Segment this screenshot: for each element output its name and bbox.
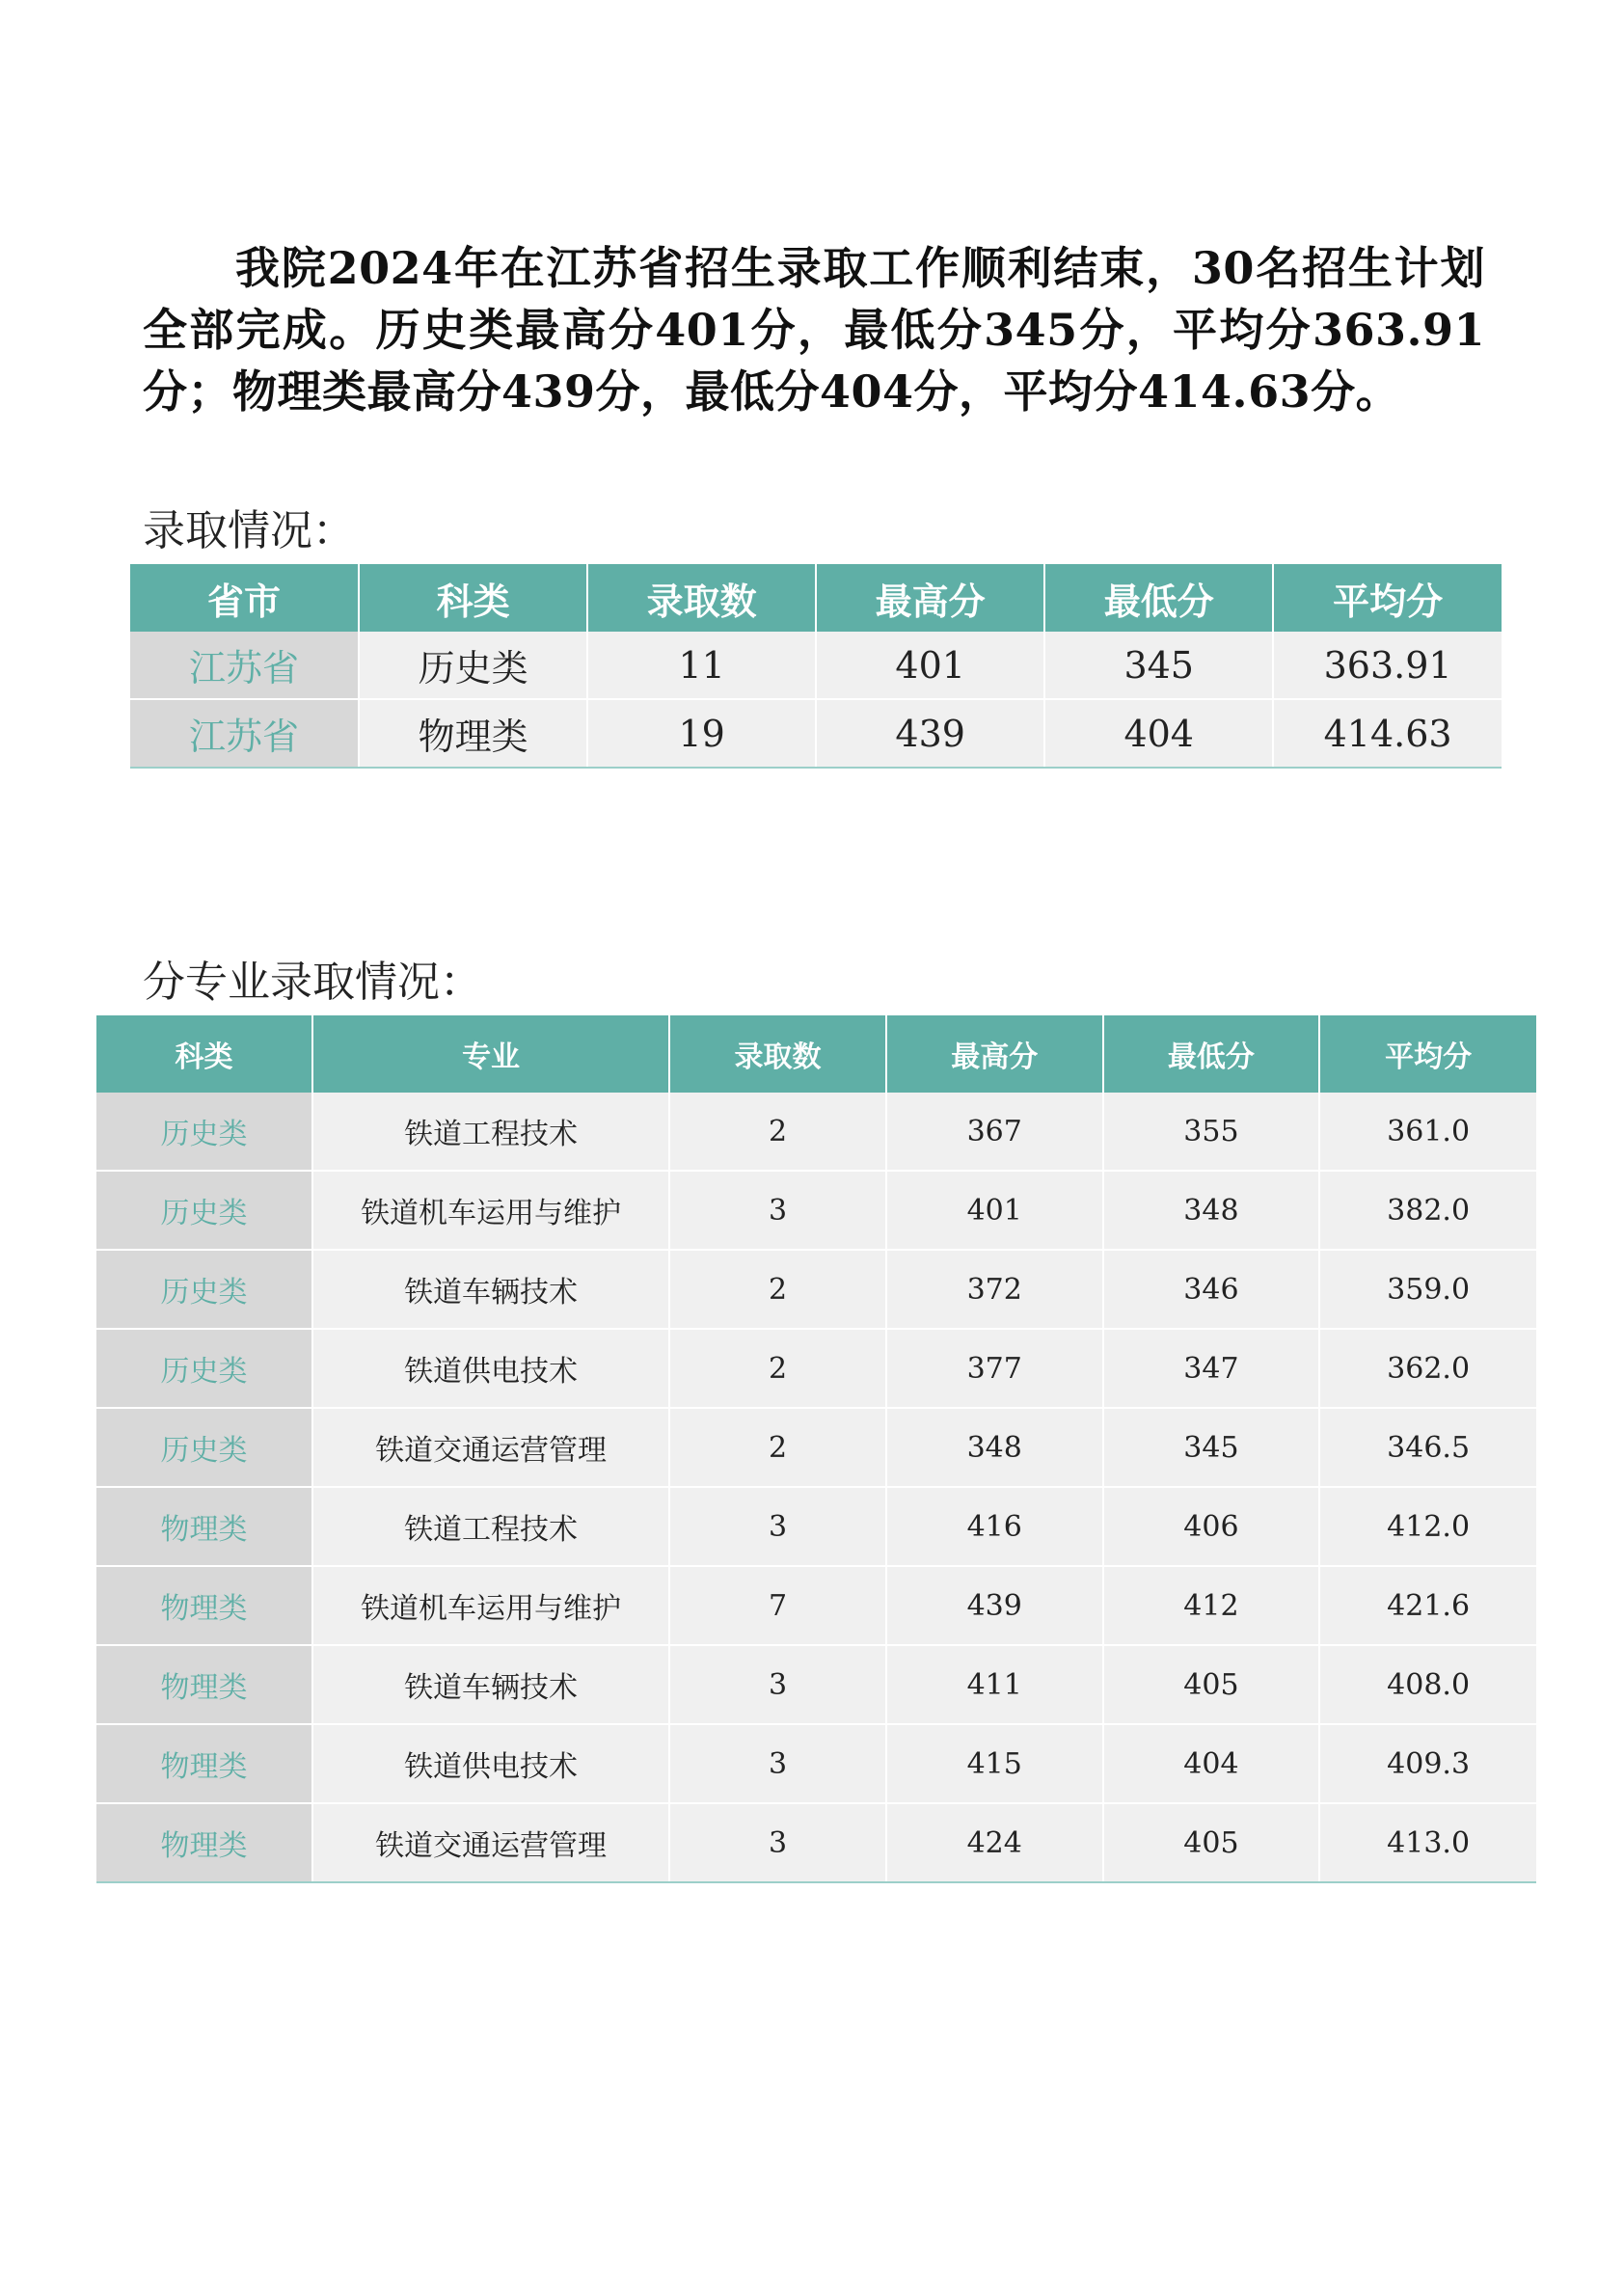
cell-min-score: 347 (1103, 1329, 1320, 1408)
cell-major: 铁道交通运营管理 (312, 1408, 669, 1487)
cell-max-score: 415 (886, 1724, 1103, 1803)
cell-admitted: 3 (669, 1487, 886, 1566)
cell-category: 历史类 (96, 1250, 312, 1329)
cell-min-score: 405 (1103, 1645, 1320, 1724)
cell-category: 物理类 (359, 699, 587, 768)
header-admitted: 录取数 (669, 1015, 886, 1093)
cell-avg-score: 409.3 (1319, 1724, 1536, 1803)
intro-paragraph: 我院2024年在江苏省招生录取工作顺利结束，30名招生计划全部完成。历史类最高分401分，最低分345分，平均分363.91分；物理类最高分439分，最低分404分，平均分414.63分。 (143, 242, 1485, 418)
header-max-score: 最高分 (886, 1015, 1103, 1093)
cell-category: 物理类 (96, 1487, 312, 1566)
cell-admitted: 7 (669, 1566, 886, 1645)
cell-min-score: 348 (1103, 1171, 1320, 1250)
cell-admitted: 3 (669, 1171, 886, 1250)
cell-category: 历史类 (96, 1093, 312, 1171)
cell-avg-score: 412.0 (1319, 1487, 1536, 1566)
table-row (130, 699, 1502, 768)
cell-max-score: 411 (886, 1645, 1103, 1724)
cell-avg-score: 363.91 (1273, 632, 1502, 699)
cell-avg-score: 361.0 (1319, 1093, 1536, 1171)
header-avg-score: 平均分 (1319, 1015, 1536, 1093)
major-admission-table (96, 1015, 1536, 1883)
cell-admitted: 2 (669, 1408, 886, 1487)
cell-max-score: 424 (886, 1803, 1103, 1882)
table-row (96, 1803, 1536, 1882)
major-admission-title: 分专业录取情况： (143, 958, 482, 1007)
table-row (96, 1329, 1536, 1408)
cell-avg-score: 382.0 (1319, 1171, 1536, 1250)
cell-major: 铁道机车运用与维护 (312, 1566, 669, 1645)
cell-province: 江苏省 (130, 699, 359, 768)
cell-min-score: 355 (1103, 1093, 1320, 1171)
admission-summary-title: 录取情况： (143, 506, 355, 555)
cell-max-score: 367 (886, 1093, 1103, 1171)
cell-category: 物理类 (96, 1645, 312, 1724)
cell-avg-score: 408.0 (1319, 1645, 1536, 1724)
cell-major: 铁道交通运营管理 (312, 1803, 669, 1882)
cell-avg-score: 414.63 (1273, 699, 1502, 768)
cell-admitted: 11 (587, 632, 816, 699)
header-min-score: 最低分 (1103, 1015, 1320, 1093)
cell-max-score: 377 (886, 1329, 1103, 1408)
cell-category: 物理类 (96, 1803, 312, 1882)
header-avg-score: 平均分 (1273, 564, 1502, 632)
cell-major: 铁道机车运用与维护 (312, 1171, 669, 1250)
cell-admitted: 2 (669, 1329, 886, 1408)
cell-major: 铁道车辆技术 (312, 1645, 669, 1724)
cell-major: 铁道供电技术 (312, 1329, 669, 1408)
cell-min-score: 346 (1103, 1250, 1320, 1329)
cell-category: 物理类 (96, 1566, 312, 1645)
table-row (96, 1724, 1536, 1803)
header-major: 专业 (312, 1015, 669, 1093)
header-category: 科类 (359, 564, 587, 632)
table-row (96, 1093, 1536, 1171)
cell-max-score: 401 (816, 632, 1044, 699)
table-row (96, 1250, 1536, 1329)
cell-avg-score: 421.6 (1319, 1566, 1536, 1645)
table-row (130, 632, 1502, 699)
table-row (96, 1566, 1536, 1645)
cell-avg-score: 346.5 (1319, 1408, 1536, 1487)
cell-max-score: 401 (886, 1171, 1103, 1250)
table-row (96, 1408, 1536, 1487)
cell-min-score: 404 (1044, 699, 1273, 768)
cell-category: 历史类 (359, 632, 587, 699)
table-row (96, 1645, 1536, 1724)
cell-admitted: 2 (669, 1250, 886, 1329)
table-header-row (130, 564, 1502, 632)
cell-admitted: 3 (669, 1645, 886, 1724)
cell-major: 铁道工程技术 (312, 1093, 669, 1171)
cell-major: 铁道供电技术 (312, 1724, 669, 1803)
table-header-row (96, 1015, 1536, 1093)
cell-avg-score: 413.0 (1319, 1803, 1536, 1882)
cell-major: 铁道工程技术 (312, 1487, 669, 1566)
cell-admitted: 3 (669, 1724, 886, 1803)
cell-admitted: 19 (587, 699, 816, 768)
cell-min-score: 406 (1103, 1487, 1320, 1566)
cell-province: 江苏省 (130, 632, 359, 699)
table-row (96, 1171, 1536, 1250)
header-admitted: 录取数 (587, 564, 816, 632)
cell-min-score: 405 (1103, 1803, 1320, 1882)
cell-max-score: 439 (816, 699, 1044, 768)
cell-min-score: 345 (1103, 1408, 1320, 1487)
cell-category: 历史类 (96, 1329, 312, 1408)
header-category: 科类 (96, 1015, 312, 1093)
cell-max-score: 439 (886, 1566, 1103, 1645)
admission-summary-table (130, 564, 1502, 769)
header-min-score: 最低分 (1044, 564, 1273, 632)
table-row (96, 1487, 1536, 1566)
cell-max-score: 348 (886, 1408, 1103, 1487)
cell-min-score: 345 (1044, 632, 1273, 699)
cell-admitted: 3 (669, 1803, 886, 1882)
header-max-score: 最高分 (816, 564, 1044, 632)
cell-max-score: 416 (886, 1487, 1103, 1566)
cell-category: 历史类 (96, 1408, 312, 1487)
cell-max-score: 372 (886, 1250, 1103, 1329)
cell-category: 历史类 (96, 1171, 312, 1250)
cell-admitted: 2 (669, 1093, 886, 1171)
cell-category: 物理类 (96, 1724, 312, 1803)
cell-avg-score: 359.0 (1319, 1250, 1536, 1329)
header-province: 省市 (130, 564, 359, 632)
cell-min-score: 404 (1103, 1724, 1320, 1803)
cell-min-score: 412 (1103, 1566, 1320, 1645)
cell-avg-score: 362.0 (1319, 1329, 1536, 1408)
cell-major: 铁道车辆技术 (312, 1250, 669, 1329)
